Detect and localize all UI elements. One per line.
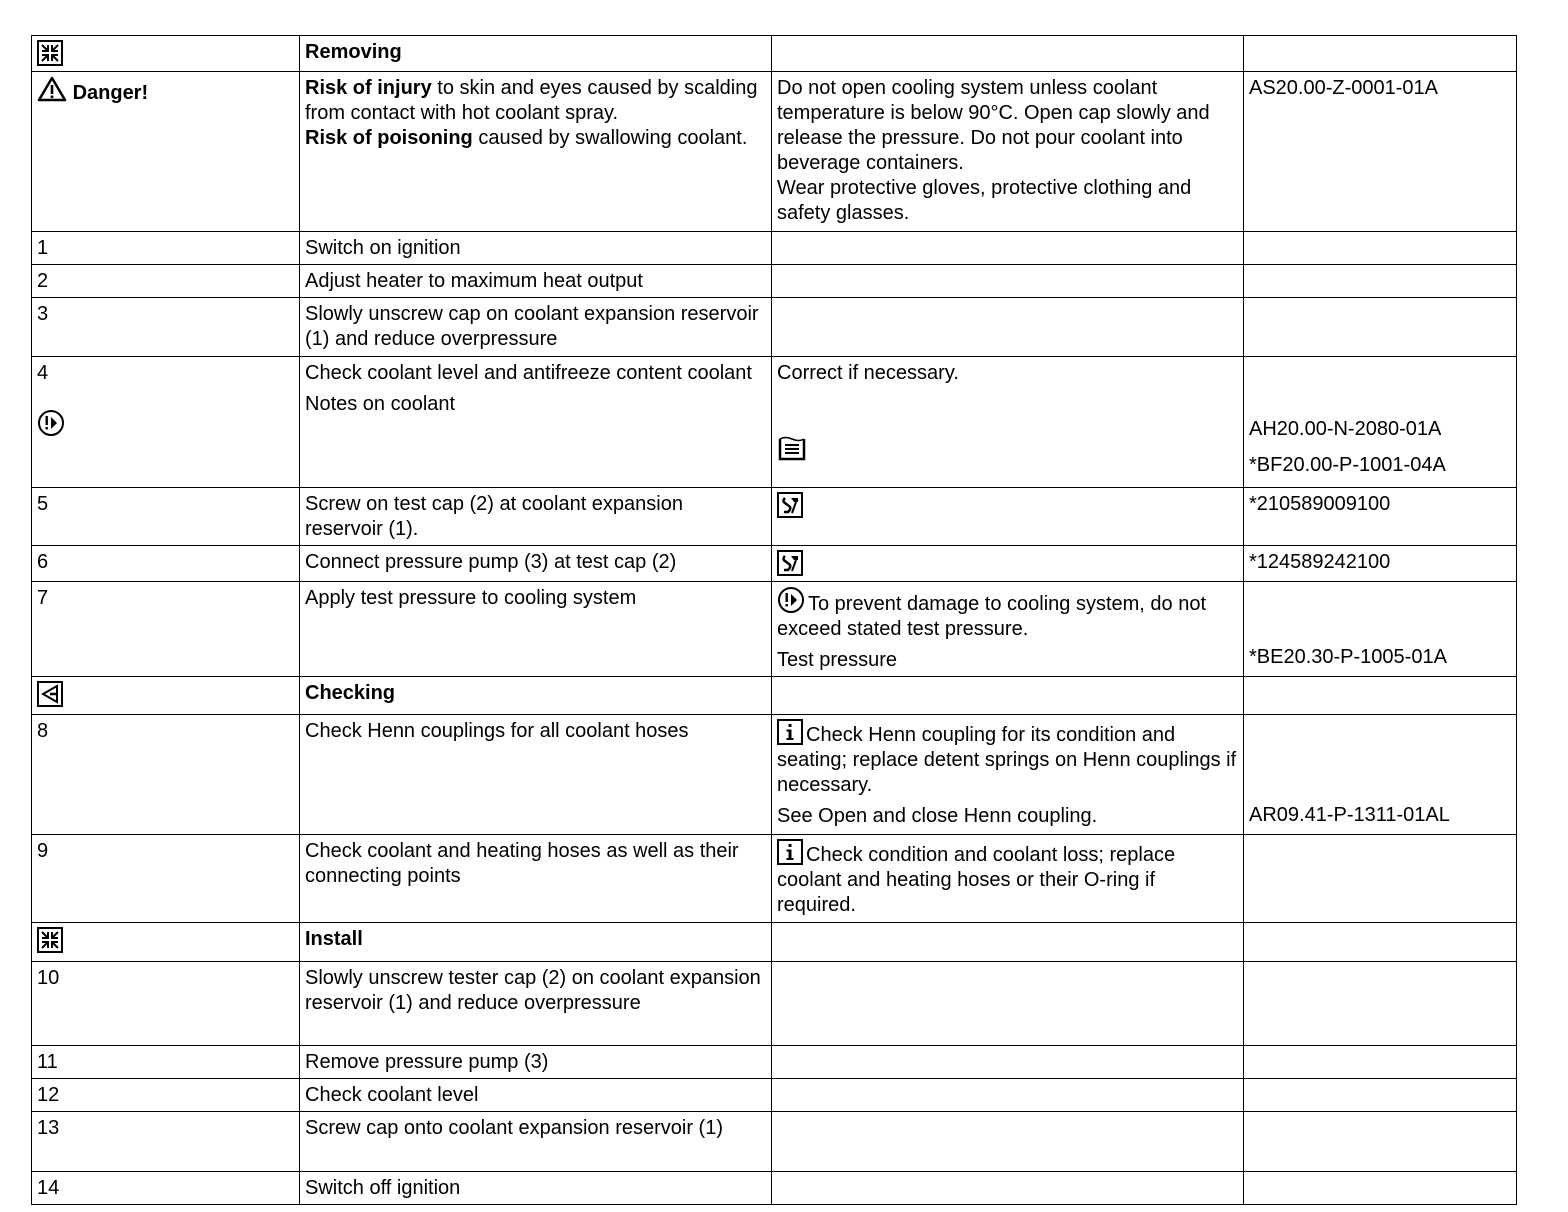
check-arrow-icon (37, 681, 63, 707)
step-note-2: Test pressure (777, 649, 898, 671)
table-row (32, 582, 1517, 677)
step-note: Check condition and coolant loss; replace coolant and heating hoses or their O-ring if required. (777, 844, 1176, 916)
risk-poison-heading: Risk of poisoning (305, 127, 473, 149)
section-removing-row (32, 36, 1517, 72)
danger-label-cell (32, 72, 300, 232)
step-note-2: See Open and close Henn coupling. (777, 805, 1098, 827)
note-circle-icon (37, 409, 65, 437)
table-row (32, 546, 1517, 582)
table-row (32, 835, 1517, 923)
info-icon (777, 719, 803, 745)
step-number: 4 (37, 362, 49, 384)
step-number: 5 (32, 488, 300, 546)
step-number: 6 (32, 546, 300, 582)
step-number-cell (32, 357, 300, 488)
step-ref-cell (1244, 357, 1517, 488)
step-ref: AH20.00-N-2080-01A (1249, 418, 1442, 440)
step-number: 1 (32, 232, 300, 265)
step-ref: *210589009100 (1244, 488, 1517, 546)
step-text: Adjust heater to maximum heat output (300, 265, 772, 298)
table-row (32, 1079, 1517, 1112)
step-number: 10 (32, 962, 300, 1046)
table-row (32, 265, 1517, 298)
step-note-cell (772, 715, 1244, 835)
section-title: Install (300, 923, 772, 962)
step-text: Check coolant level (300, 1079, 772, 1112)
step-text: Switch on ignition (300, 232, 772, 265)
table-row (32, 488, 1517, 546)
table-row (32, 232, 1517, 265)
section-title: Checking (300, 677, 772, 715)
step-text: Remove pressure pump (3) (300, 1046, 772, 1079)
danger-label: Danger! (72, 82, 149, 104)
step-note-cell (772, 835, 1244, 923)
step-note: Check Henn coupling for its condition and seating; replace detent springs on Henn couplings if necessary. (777, 724, 1237, 796)
step-note-cell (772, 582, 1244, 677)
danger-reference: AS20.00-Z-0001-01A (1244, 72, 1517, 232)
step-number: 7 (32, 582, 300, 677)
step-text: Connect pressure pump (3) at test cap (2) (300, 546, 772, 582)
checking-icon-cell (32, 677, 300, 715)
section-title: Removing (300, 36, 772, 72)
danger-measure-2: Wear protective gloves, protective clothing and safety glasses. (777, 177, 1192, 224)
step-tool-cell (772, 546, 1244, 582)
remove-icon (37, 40, 63, 66)
info-icon (777, 839, 803, 865)
step-number: 9 (32, 835, 300, 923)
step-note-cell (772, 357, 1244, 488)
step-ref: *124589242100 (1244, 546, 1517, 582)
step-number: 11 (32, 1046, 300, 1079)
step-text: Check coolant level and antifreeze content coolant (305, 362, 752, 384)
install-icon-cell (32, 923, 300, 962)
procedure-table (31, 35, 1517, 1205)
step-text: Apply test pressure to cooling system (300, 582, 772, 677)
danger-description: Risk of injury to skin and eyes caused by scalding from contact with hot coolant spray. Risk of poisoning caused by swallowing coolant. (300, 72, 772, 232)
section-install-row (32, 923, 1517, 962)
step-text: Slowly unscrew cap on coolant expansion reservoir (1) and reduce overpressure (300, 298, 772, 357)
step-number: 14 (32, 1172, 300, 1205)
step-note: Correct if necessary. (777, 362, 959, 384)
step-ref-cell (1244, 715, 1517, 835)
step-text: Screw on test cap (2) at coolant expansion reservoir (1). (300, 488, 772, 546)
danger-measure-1: Do not open cooling system unless coolant temperature is below 90°C. Open cap slowly and release the pressure. Do not pour coolant into beverage containers. (777, 77, 1210, 174)
table-row (32, 1172, 1517, 1205)
step-note: To prevent damage to cooling system, do not exceed stated test pressure. (777, 593, 1207, 640)
step-text: Screw cap onto coolant expansion reservoir (1) (300, 1112, 772, 1172)
step-number: 13 (32, 1112, 300, 1172)
step-ref-cell (1244, 582, 1517, 677)
step-ref: AR09.41-P-1311-01AL (1249, 804, 1450, 826)
step-tool-cell (772, 488, 1244, 546)
table-row (32, 715, 1517, 835)
table-row (32, 357, 1517, 488)
removing-icon-cell (32, 36, 300, 72)
step-text-cell (300, 357, 772, 488)
section-checking-row (32, 677, 1517, 715)
data-sheet-icon (777, 435, 807, 461)
step-number: 3 (32, 298, 300, 357)
table-row (32, 1112, 1517, 1172)
step-ref: *BF20.00-P-1001-04A (1249, 454, 1446, 476)
special-tool-icon (777, 492, 803, 518)
step-text: Slowly unscrew tester cap (2) on coolant expansion reservoir (1) and reduce overpressure (300, 962, 772, 1046)
table-row (32, 962, 1517, 1046)
step-text: Check coolant and heating hoses as well as their connecting points (300, 835, 772, 923)
step-number: 8 (32, 715, 300, 835)
risk-injury-heading: Risk of injury (305, 77, 432, 99)
step-number: 2 (32, 265, 300, 298)
install-icon (37, 927, 63, 953)
table-row (32, 298, 1517, 357)
step-ref: *BE20.30-P-1005-01A (1249, 646, 1447, 668)
table-row (32, 1046, 1517, 1079)
danger-row (32, 72, 1517, 232)
step-subtext: Notes on coolant (305, 393, 456, 415)
step-text: Switch off ignition (300, 1172, 772, 1205)
warning-triangle-icon (37, 76, 67, 102)
note-circle-icon (777, 586, 805, 614)
special-tool-icon (777, 550, 803, 576)
step-text: Check Henn couplings for all coolant hoses (300, 715, 772, 835)
step-number: 12 (32, 1079, 300, 1112)
danger-measures (772, 72, 1244, 232)
